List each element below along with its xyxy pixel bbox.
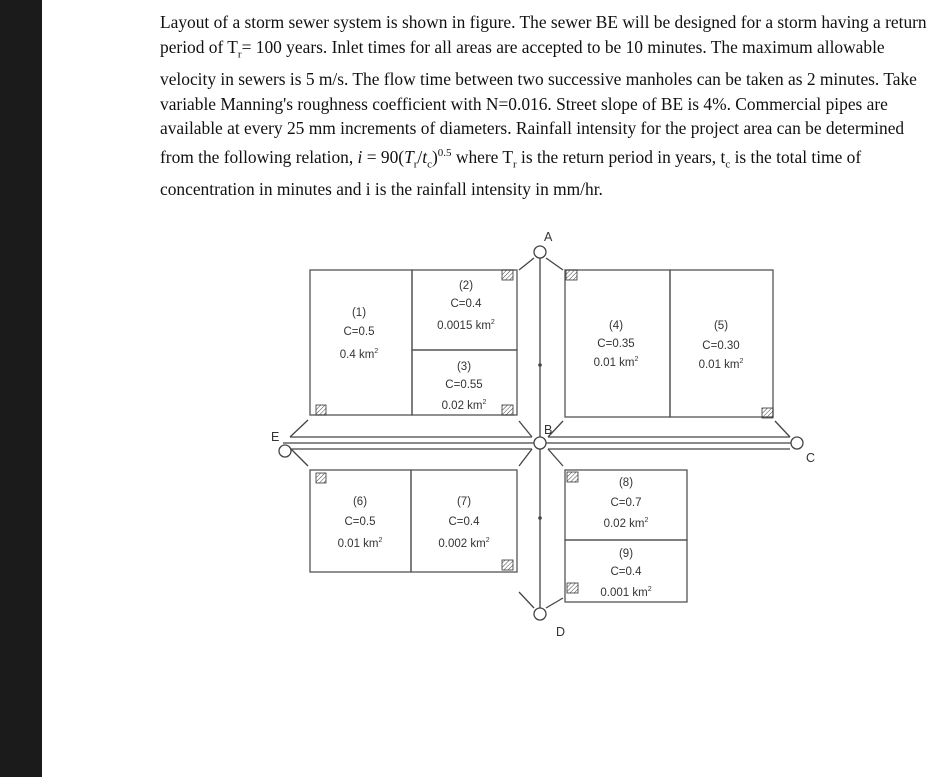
area-label-4	[594, 320, 639, 369]
subscript: r	[413, 158, 418, 171]
area-number: 0.02	[603, 518, 626, 530]
area-unit-exponent: 2	[647, 586, 652, 593]
runoff-coefficient: C=0.4	[450, 298, 482, 310]
formula-exponent: 0.5	[437, 146, 452, 159]
area-id: (8)	[618, 477, 634, 489]
manhole-d	[534, 608, 546, 620]
area-id: (5)	[713, 320, 729, 332]
area-id: (3)	[456, 361, 472, 373]
inlet-icon	[502, 405, 513, 415]
node-label-e: E	[271, 430, 280, 444]
area-number: 0.01	[698, 359, 721, 371]
corner-diagonal	[546, 598, 563, 608]
area-unit-exponent: 2	[482, 399, 487, 406]
corner-diagonal	[290, 420, 308, 437]
node-label-d: D	[556, 625, 566, 639]
manhole-c	[791, 437, 803, 449]
area-unit: km	[629, 518, 645, 530]
corner-diagonal	[546, 258, 563, 270]
inlet-icon	[316, 405, 326, 415]
manholes	[279, 246, 803, 620]
formula-eq: = 90(	[362, 146, 405, 167]
area-value	[699, 358, 744, 371]
area-number: 0.002	[438, 538, 468, 550]
area-label-2	[437, 280, 495, 332]
block-outlines	[310, 270, 773, 602]
area-number: 0.001	[600, 587, 630, 599]
inlet-icon	[566, 270, 577, 280]
node-label-c: C	[806, 451, 816, 465]
runoff-coefficient: C=0.4	[610, 566, 642, 578]
area-unit-exponent: 2	[739, 358, 744, 365]
area-number: 0.4	[339, 349, 356, 361]
subscript: r	[237, 48, 242, 61]
formula-i: i	[357, 146, 363, 167]
inlet-icon	[567, 472, 578, 482]
runoff-coefficient: C=0.5	[343, 326, 375, 338]
area-id: (4)	[608, 320, 624, 332]
area-unit-exponent: 2	[644, 517, 649, 524]
area-id: (1)	[351, 307, 367, 319]
runoff-coefficient: C=0.30	[702, 340, 740, 352]
area-unit: km	[724, 359, 740, 371]
area-value	[594, 356, 639, 369]
runoff-coefficient: C=0.5	[344, 516, 376, 528]
where-text: where T	[451, 146, 514, 167]
area-value	[442, 399, 487, 412]
area-label-9	[600, 548, 651, 599]
area-number: 0.0015	[437, 320, 473, 332]
area-unit: km	[358, 349, 375, 361]
manhole-e	[279, 445, 291, 457]
where-text: is the return period in years, t	[516, 146, 726, 167]
runoff-coefficient: C=0.55	[445, 379, 483, 391]
body-text: = 100 years. Inlet times for all areas are accepted to be 10 minutes. The maximum allowable velocity in sewers is 5 m/s. The flow time between two successive manholes can be taken as 2 minutes. Take variable Manning's roughness coefficient with N=0.016. Street slope of BE is 4%. Commercial pipes are available at every 25 mm increments of diameters. Rainfall intensity for the project area can be determined from the following relation,	[160, 36, 917, 167]
subscript: r	[513, 158, 517, 171]
node-label-b: B	[544, 423, 553, 437]
where-text: is the total time of concentration in minutes and i is the rainfall intensity in mm/hr.	[160, 146, 862, 199]
area-value	[438, 537, 489, 550]
corner-diagonal	[291, 449, 308, 466]
area-label-5	[699, 320, 744, 371]
area-unit: km	[363, 538, 379, 550]
area-id: (6)	[352, 496, 368, 508]
area-unit: km	[619, 357, 635, 369]
subscript: c	[427, 158, 432, 171]
area-unit-exponent: 2	[634, 356, 639, 363]
inlet-icon	[762, 408, 773, 418]
area-unit-exponent: 2	[485, 537, 490, 544]
area-unit-exponent: 2	[490, 319, 495, 326]
area-unit-exponent: 2	[374, 348, 379, 355]
area-value	[340, 348, 379, 361]
corner-diagonal	[775, 421, 790, 437]
area-number: 0.01	[337, 538, 360, 550]
inlet-icon	[502, 270, 513, 280]
flow-dot	[538, 363, 542, 367]
formula-close: )	[431, 146, 438, 167]
area-value	[338, 537, 383, 550]
area-label-6	[338, 496, 383, 550]
inlet-icon	[567, 583, 578, 593]
area-unit-exponent: 2	[378, 537, 383, 544]
area-unit: km	[475, 320, 491, 332]
runoff-coefficient: C=0.35	[597, 338, 635, 350]
area-label-7	[438, 496, 489, 550]
corner-diagonal	[519, 258, 534, 270]
node-labels	[271, 230, 815, 639]
flow-dot	[538, 516, 542, 520]
formula-T: T	[404, 146, 414, 167]
corner-diagonal	[519, 421, 532, 437]
area-unit: km	[632, 587, 648, 599]
area-label-8	[604, 477, 649, 530]
area-value	[600, 586, 651, 599]
area-id: (7)	[456, 496, 472, 508]
formula-t: t	[422, 146, 428, 167]
area-number: 0.01	[593, 357, 616, 369]
inlet-icon	[502, 560, 513, 570]
area-label-1	[340, 307, 379, 361]
area-label-3	[442, 361, 487, 412]
area-number: 0.02	[441, 400, 464, 412]
manhole-b	[534, 437, 546, 449]
intro-text: Layout of a storm sewer system is shown in figure. The sewer BE will be designed for a storm having a return period of T	[160, 12, 927, 57]
area-id: (9)	[618, 548, 634, 560]
subscript: c	[725, 158, 731, 171]
area-unit: km	[470, 538, 486, 550]
area-unit: km	[467, 400, 483, 412]
runoff-coefficient: C=0.7	[610, 497, 642, 509]
corner-diagonal	[548, 449, 563, 466]
node-label-a: A	[544, 230, 553, 244]
block-area-1	[310, 270, 412, 415]
corner-diagonal	[519, 449, 532, 466]
inlet-icon	[316, 473, 326, 483]
area-value	[437, 319, 495, 332]
runoff-coefficient: C=0.4	[448, 516, 480, 528]
formula-slash: /	[417, 146, 423, 167]
area-id: (2)	[458, 280, 474, 292]
corner-diagonal	[519, 592, 534, 608]
area-value	[604, 517, 649, 530]
manhole-a	[534, 246, 546, 258]
